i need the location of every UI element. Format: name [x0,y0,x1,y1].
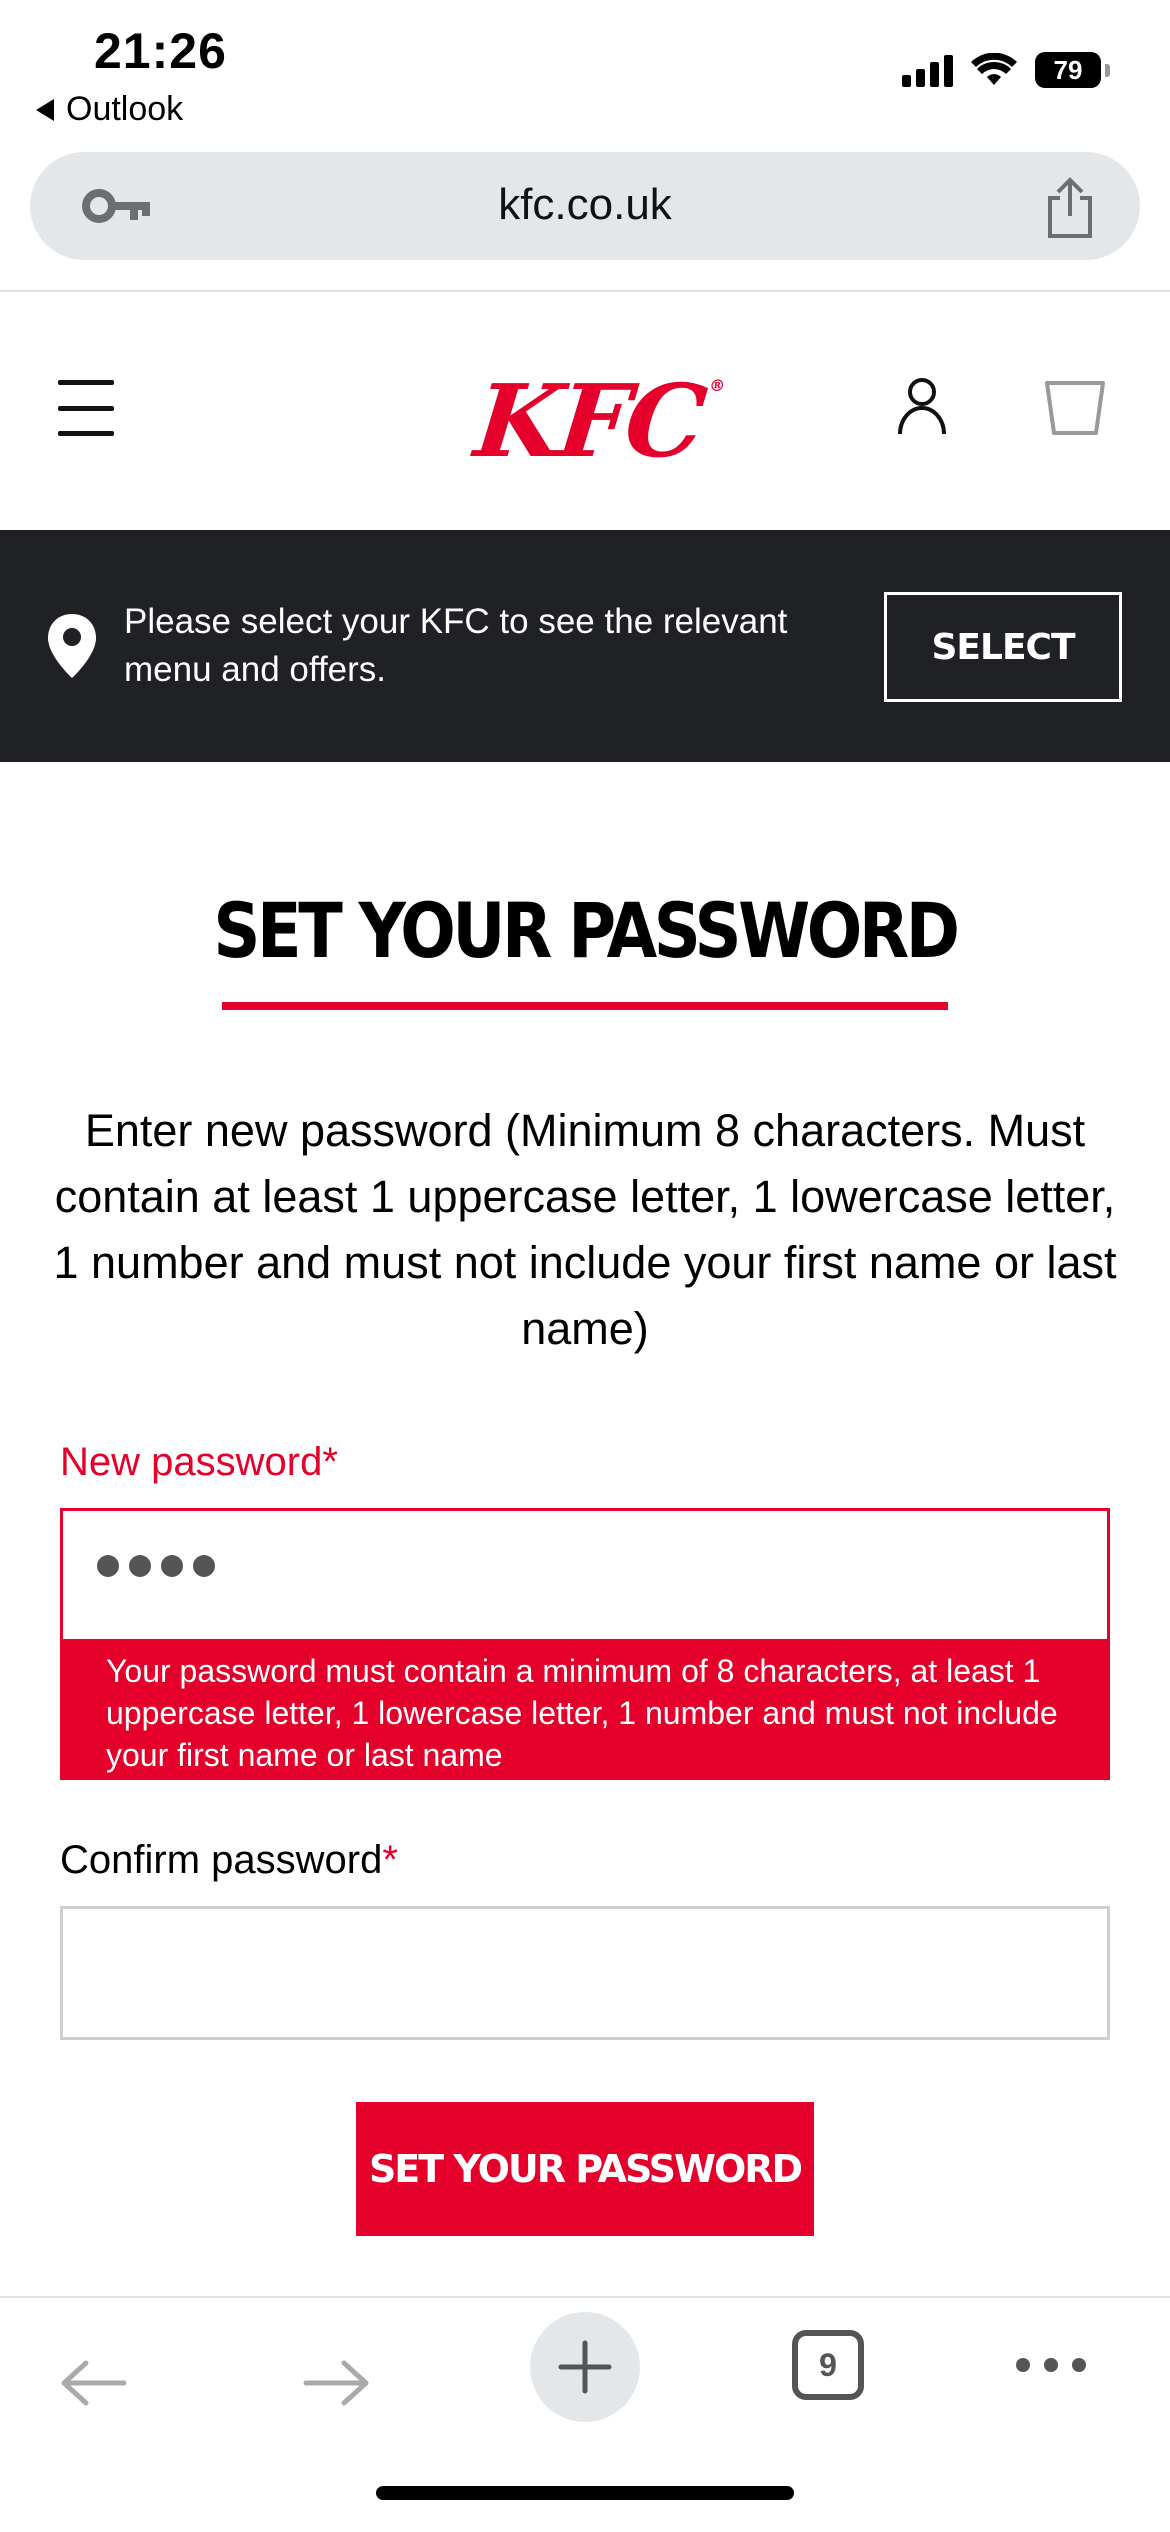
back-app-label: Outlook [66,90,184,128]
masked-password-dots [97,1555,215,1577]
address-bar[interactable] [30,152,1140,260]
location-pin-icon [46,612,98,680]
store-select-banner [0,530,1170,762]
select-store-button[interactable]: SELECT [884,592,1122,702]
back-to-app-link[interactable] [36,90,183,129]
url-text[interactable]: kfc.co.uk [498,180,672,229]
account-icon[interactable] [896,376,948,436]
tab-count-button[interactable]: 9 [792,2330,864,2400]
kfc-logo[interactable] [469,362,727,480]
plus-icon [557,2339,613,2395]
status-bar [0,0,1170,140]
new-password-input[interactable] [60,1508,1110,1642]
wifi-icon [971,53,1017,87]
password-error-message: Your password must contain a minimum of 8 characters, at least 1 uppercase letter, 1 lowercase letter, 1 number and must not include your first name or last name [60,1642,1110,1780]
set-password-button[interactable]: SET YOUR PASSWORD [356,2102,814,2236]
new-password-label: New password* [60,1440,338,1484]
confirm-password-label-text: Confirm password [60,1838,383,1882]
battery-indicator [1035,52,1110,88]
title-underline [222,1002,948,1010]
confirm-password-label [60,1838,398,1883]
home-indicator[interactable] [376,2486,794,2500]
battery-cap [1105,64,1110,77]
required-asterisk: * [382,1838,398,1882]
site-header [0,292,1170,530]
forward-arrow-icon[interactable] [302,2358,372,2408]
page-title: SET YOUR PASSWORD [213,886,957,975]
new-tab-button[interactable] [530,2312,640,2422]
battery-level: 79 [1035,52,1101,88]
hamburger-menu-icon[interactable] [58,380,114,436]
logo-text: KFC [469,362,708,480]
registered-mark: ® [708,376,727,395]
password-instructions: Enter new password (Minimum 8 characters. Must contain at least 1 uppercase letter, 1 lowercase letter, 1 number and must not include your first name or last name) [53,1105,1117,1354]
back-triangle-icon [36,99,54,121]
share-icon[interactable] [1042,176,1098,240]
store-banner-message: Please select your KFC to see the relevant menu and offers. [124,602,788,689]
cellular-signal-icon [902,53,953,87]
more-options-icon[interactable] [1016,2358,1086,2372]
status-time: 21:26 [94,23,227,79]
bucket-cart-icon[interactable] [1044,380,1106,436]
status-icons [902,52,1110,88]
back-arrow-icon[interactable] [58,2358,128,2408]
confirm-password-input[interactable] [60,1906,1110,2040]
